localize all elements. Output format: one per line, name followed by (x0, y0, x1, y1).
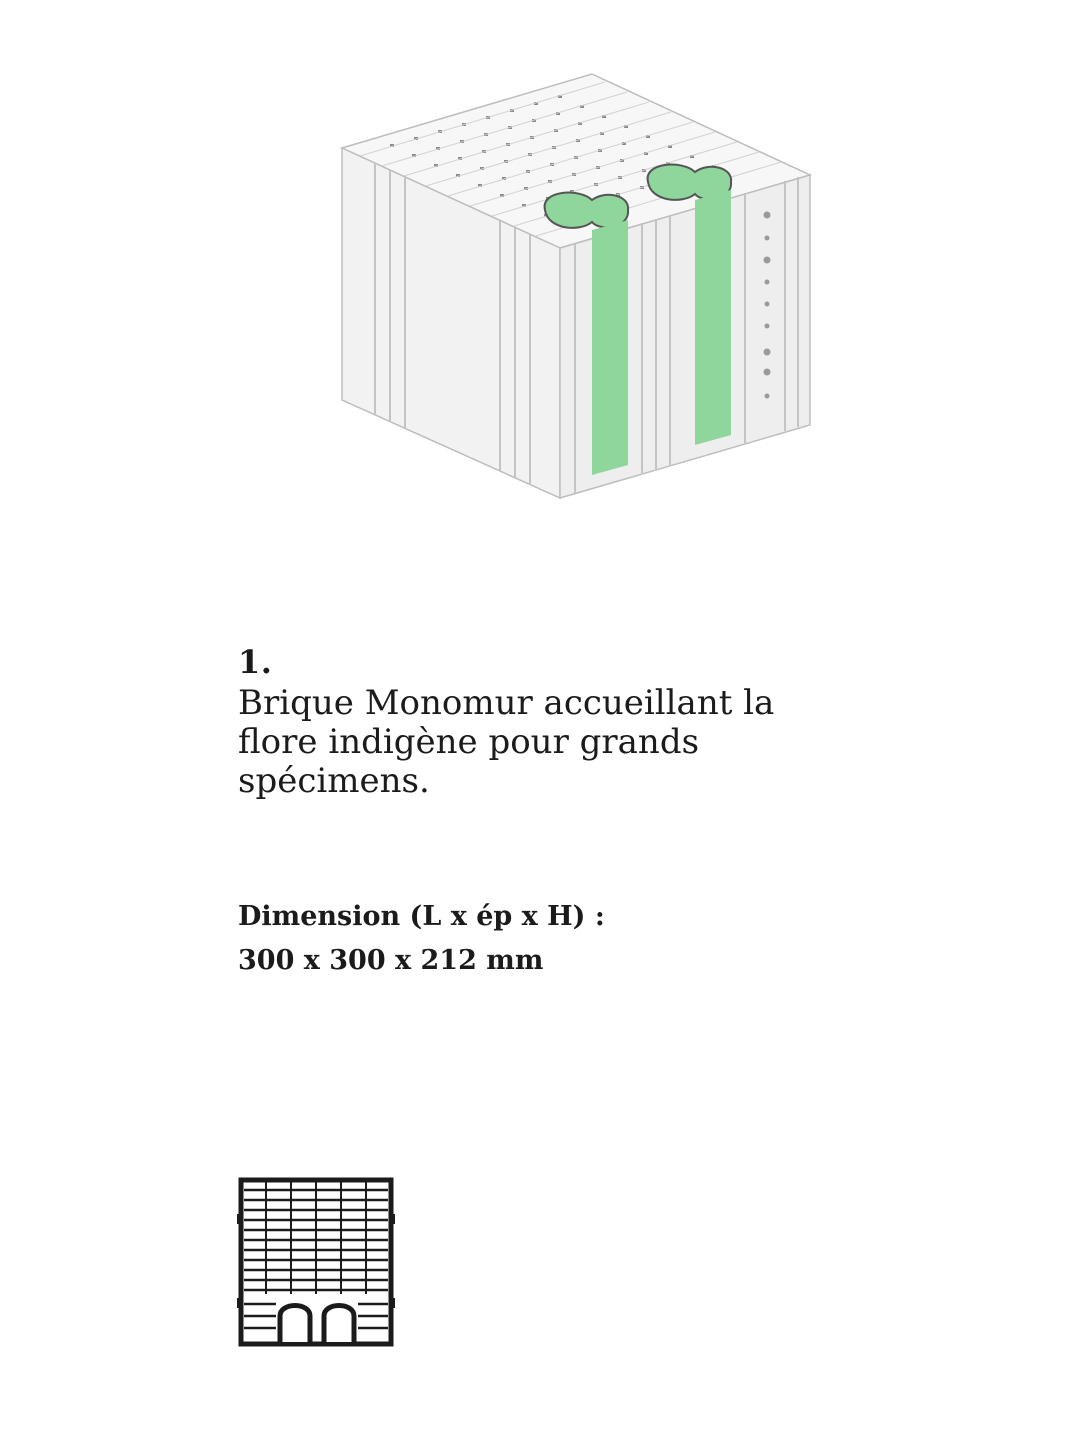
dimension-label: Dimension (L x ép x H) : (238, 901, 605, 932)
brick-section-icon (236, 1176, 396, 1350)
dimension-block (238, 895, 838, 983)
dimension-value: 300 x 300 x 212 mm (238, 945, 544, 976)
item-number: 1. (238, 643, 273, 681)
item-caption (238, 640, 878, 801)
item-description: Brique Monomur accueillant la flore indigène pour grands spécimens. (238, 683, 775, 801)
brick-isometric-icon (330, 60, 830, 510)
